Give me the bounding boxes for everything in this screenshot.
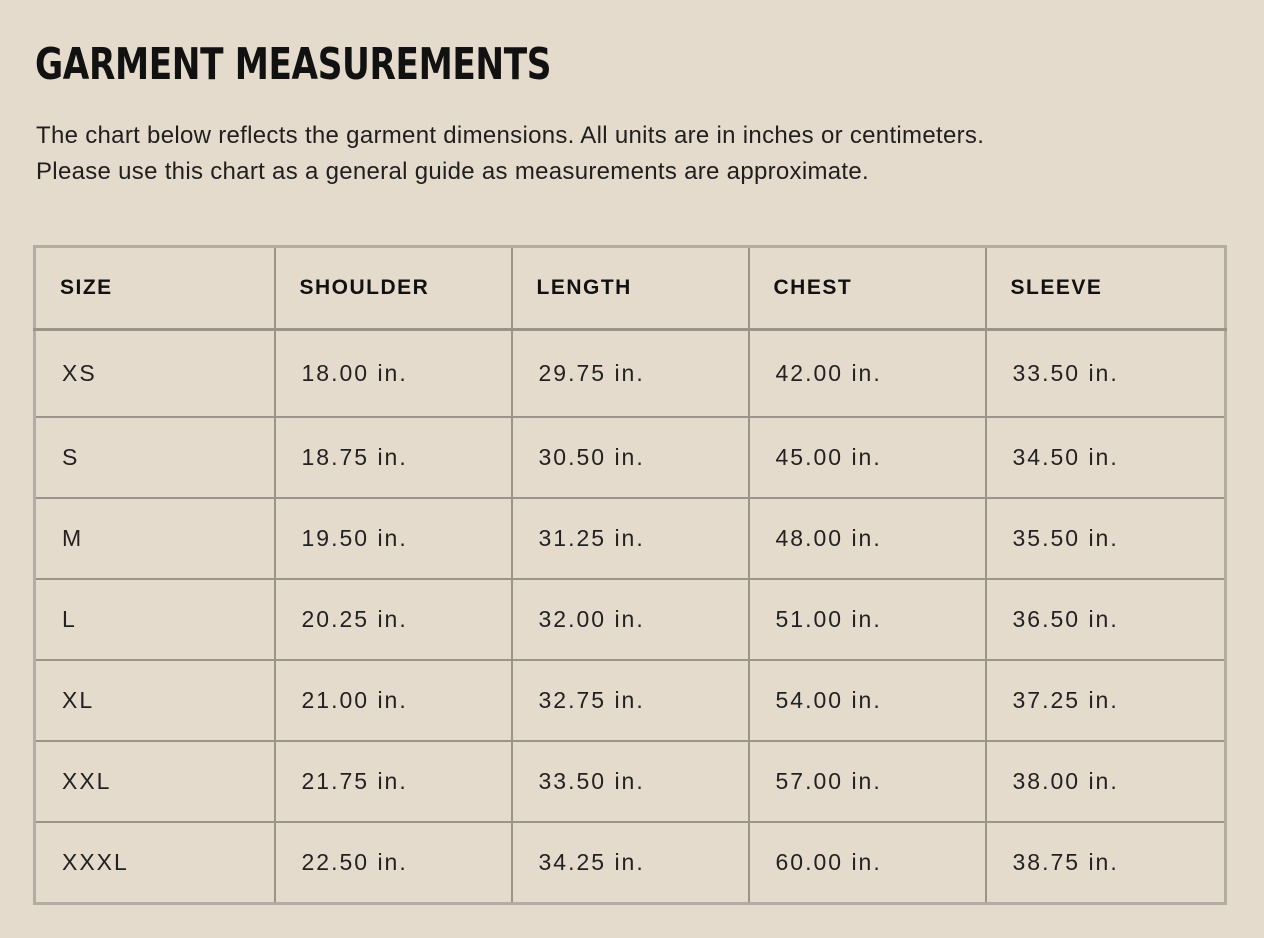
cell-length: 34.25 in.	[512, 822, 749, 904]
header-size: SIZE	[35, 247, 275, 330]
cell-chest: 54.00 in.	[749, 660, 986, 741]
cell-shoulder: 18.75 in.	[275, 417, 512, 498]
cell-sleeve: 37.25 in.	[986, 660, 1226, 741]
table-row	[35, 498, 1226, 579]
table-row	[35, 660, 1226, 741]
cell-size: XL	[35, 660, 275, 741]
table-row	[35, 579, 1226, 660]
cell-length: 32.00 in.	[512, 579, 749, 660]
description-line-2: Please use this chart as a general guide as measurements are approximate.	[36, 158, 870, 185]
cell-chest: 57.00 in.	[749, 741, 986, 822]
page-title: GARMENT MEASUREMENTS	[35, 39, 552, 90]
cell-chest: 51.00 in.	[749, 579, 986, 660]
description-line-1: The chart below reflects the garment dimensions. All units are in inches or centimeters.	[36, 122, 985, 149]
cell-shoulder: 22.50 in.	[275, 822, 512, 904]
cell-chest: 45.00 in.	[749, 417, 986, 498]
cell-chest: 60.00 in.	[749, 822, 986, 904]
cell-sleeve: 35.50 in.	[986, 498, 1226, 579]
header-chest: CHEST	[749, 247, 986, 330]
header-shoulder: SHOULDER	[275, 247, 512, 330]
cell-shoulder: 21.75 in.	[275, 741, 512, 822]
cell-sleeve: 36.50 in.	[986, 579, 1226, 660]
cell-shoulder: 21.00 in.	[275, 660, 512, 741]
cell-size: XS	[35, 330, 275, 418]
table-row	[35, 741, 1226, 822]
cell-shoulder: 20.25 in.	[275, 579, 512, 660]
table-row	[35, 822, 1226, 904]
cell-sleeve: 34.50 in.	[986, 417, 1226, 498]
header-length: LENGTH	[512, 247, 749, 330]
cell-length: 32.75 in.	[512, 660, 749, 741]
header-sleeve: SLEEVE	[986, 247, 1226, 330]
measurements-table	[33, 245, 1227, 905]
cell-size: L	[35, 579, 275, 660]
cell-shoulder: 18.00 in.	[275, 330, 512, 418]
cell-size: XXXL	[35, 822, 275, 904]
cell-length: 29.75 in.	[512, 330, 749, 418]
description	[36, 118, 1236, 190]
cell-sleeve: 33.50 in.	[986, 330, 1226, 418]
cell-length: 33.50 in.	[512, 741, 749, 822]
cell-size: XXL	[35, 741, 275, 822]
cell-shoulder: 19.50 in.	[275, 498, 512, 579]
table-row	[35, 330, 1226, 418]
cell-size: M	[35, 498, 275, 579]
cell-sleeve: 38.00 in.	[986, 741, 1226, 822]
cell-sleeve: 38.75 in.	[986, 822, 1226, 904]
cell-chest: 48.00 in.	[749, 498, 986, 579]
cell-chest: 42.00 in.	[749, 330, 986, 418]
cell-length: 31.25 in.	[512, 498, 749, 579]
table-row	[35, 417, 1226, 498]
cell-length: 30.50 in.	[512, 417, 749, 498]
cell-size: S	[35, 417, 275, 498]
table-header-row	[35, 247, 1226, 330]
